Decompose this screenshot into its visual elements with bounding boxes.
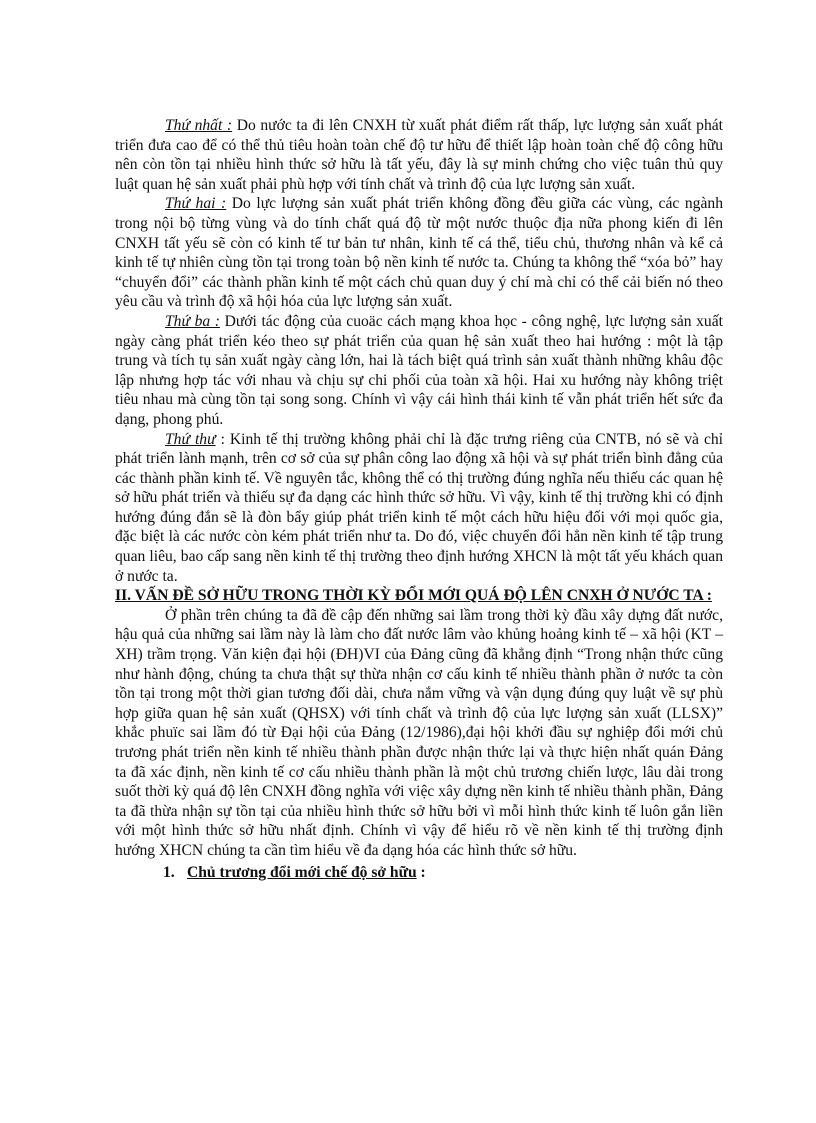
paragraph-thu-nhat: [115, 116, 723, 194]
paragraph-text: : Kinh tế thị trường không phải chỉ là đặc trưng riêng của CNTB, nó sẽ và chỉ phát triển lành mạnh, trên cơ sở của sự phân công lao động xã hội và sự phát triển bình đẳng của các thành phần kinh tế. Về nguyên tắc, không thể có thị trường đúng nghĩa nếu thiếu các quan hệ sở hữu phát triển và thiếu sự đa dạng các hình thức sở hữu. Vì vậy, kinh tế thị trường khi có định hướng đúng đắn sẽ là đòn bẩy giúp phát triển kinh tế một cách hữu hiệu đối với mọi quốc gia, đặc biệt là các nước còn kém phát triển như ta. Do đó, việc chuyển đổi hẳn nền kinh tế tập trung quan liêu, bao cấp sang nền kinh tế thị trường theo định hướng XHCN là một tất yếu khách quan ở nước ta.: [115, 430, 724, 585]
paragraph-text: Dưới tác động của cuoäc cách mạng khoa học - công nghệ, lực lượng sản xuất ngày càng phát triển kéo theo sự phát triển của quan hệ sản xuất theo hai hướng : một là tập trung và tích tụ sản xuất ngày càng lớn, hai là tách biệt quá trình sản xuất thành những khâu độc lập nhưng hợp tác với nhau và chịu sự chi phối của toàn xã hội. Hai xu hướng này không triệt tiêu nhau mà cùng tồn tại song song. Chính vì vậy cái hình thái kinh tế vẫn phát triển hết sức đa dạng, phong phú.: [115, 312, 723, 428]
subsection-suffix: :: [416, 863, 426, 881]
paragraph-thu-tu: [115, 430, 723, 587]
paragraph-thu-ba: [115, 312, 723, 430]
subsection-number: 1.: [163, 863, 175, 881]
subsection-heading: [163, 863, 723, 883]
section-body: Ở phần trên chúng ta đã đề cập đến những sai lầm trong thời kỳ đầu xây dựng đất nước, hậu quả của những sai lầm này là làm cho đất nước lâm vào khủng hoảng kinh tế – xã hội (KT – XH) trầm trọng. Văn kiện đại hội (ĐH)VI của Đảng cũng đã khẳng định “Trong nhận thức cũng như hành động, chúng ta chưa thật sự thừa nhận cơ cấu kinh tế nhiều thành phần ở nước ta còn tồn tại trong một thời gian tương đối dài, chưa nắm vững và vận dụng đúng quy luật về sự phù hợp giữa quan hệ sản xuất (QHSX) với tính chất và trình độ của lực lượng sản xuất (LLSX)” khắc phuïc sai lầm đó từ Đại hội của Đảng (12/1986),đại hội khởi đầu sự nghiệp đổi mới chủ trương phát triển nền kinh tế nhiều thành phần được nhận thức lại và thực hiện nhất quán Đảng ta đã xác định, nền kinh tế cơ cấu nhiều thành phần là một chủ trương chiến lược, lâu dài trong suốt thời kỳ quá độ lên CNXH đồng nghĩa với việc xây dựng nền kinh tế nhiều thành phần, Đảng ta đã thừa nhận sự tồn tại của nhiều hình thức sở hữu bởi vì mỗi hình thức kinh tế luôn gắn liền với một hình thức sở hữu nhất định. Chính vì vậy để hiểu rõ về nền kinh tế thị trường định hướng XHCN chúng ta cần tìm hiểu về đa dạng hóa các hình thức sở hữu.: [115, 606, 723, 859]
paragraph-text: Do lực lượng sản xuất phát triển không đồng đều giữa các vùng, các ngành trong nội bộ từng vùng và do tính chất quá độ từ một nước thuộc địa nữa phong kiến đi lên CNXH tất yếu sẽ còn có kinh tế tư bản tư nhân, kinh tế cá thể, tiểu chủ, thương nhân và kể cả kinh tế tự nhiên cùng tồn tại trong toàn bộ nền kinh tế nước ta. Chúng ta không thể “xóa bỏ” hay “chuyển đổi” các thành phần kinh tế một cách chủ quan duy ý chí mà chỉ có thể cải biến nó theo yêu cầu và trình độ xã hội hóa của lực lượng sản xuất.: [115, 195, 723, 311]
subsection-title: Chủ trương đổi mới chế độ sở hữu: [187, 863, 417, 881]
paragraph-lead: Thứ thư: [165, 430, 216, 448]
paragraph-lead: Thứ nhất :: [165, 117, 233, 134]
paragraph-lead: Thứ ba :: [165, 312, 220, 330]
document-page: [115, 116, 723, 882]
paragraph-lead: Thứ hai :: [165, 195, 227, 213]
section-heading: II. VẤN ĐỀ SỞ HỮU TRONG THỜI KỲ ĐỔI MỚI QUÁ ĐỘ LÊN CNXH Ở NƯỚC TA :: [115, 587, 712, 605]
paragraph-thu-hai: [115, 194, 723, 312]
paragraph-text: Do nước ta đi lên CNXH từ xuất phát điểm rất thấp, lực lượng sản xuất phát triển đưa cao để có thể thủ tiêu hoàn toàn chế độ tư hữu để thiết lập hoàn toàn chế độ công hữu nên còn tồn tại nhiều hình thức sở hữu là tất yếu, đây là sự minh chứng cho việc tuân thủ quy luật quan hệ sản xuất phải phù hợp với tính chất và trình độ của lực lượng sản xuất.: [115, 117, 724, 193]
